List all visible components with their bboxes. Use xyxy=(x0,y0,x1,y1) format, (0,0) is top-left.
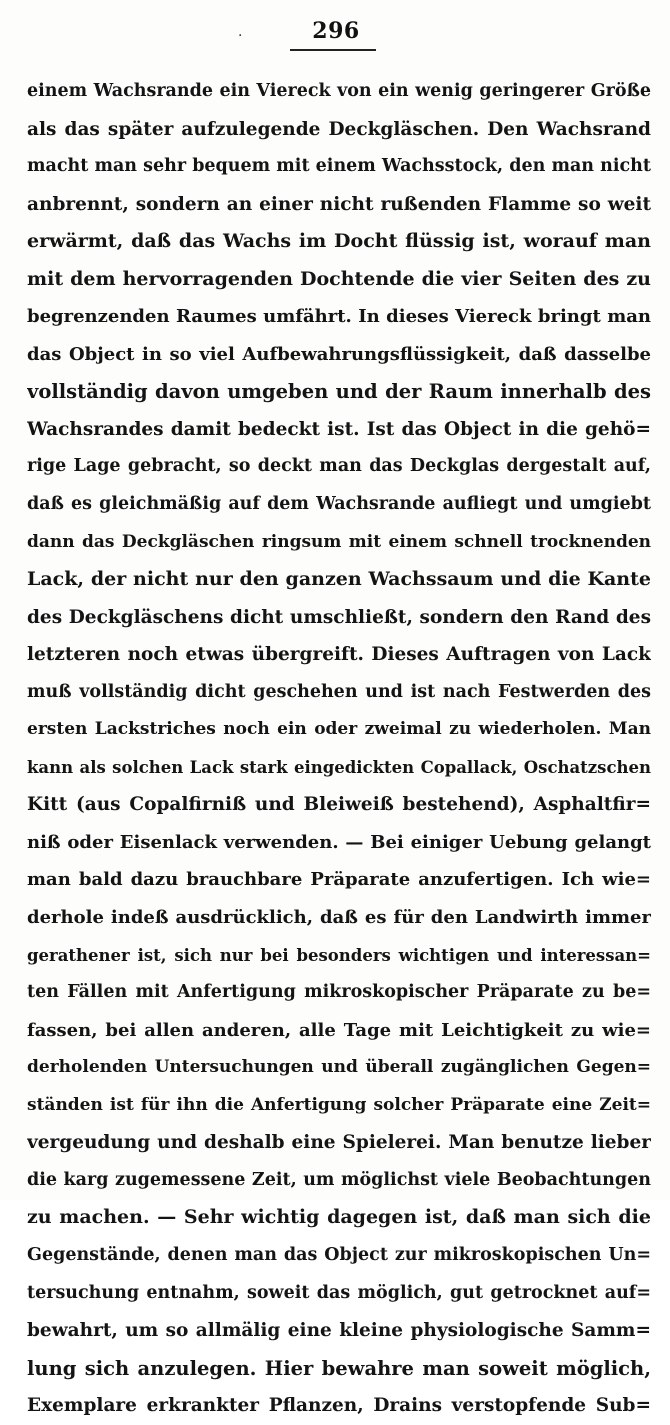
text-line: anbrennt, sondern an einer nicht rußenden Flamme so weit xyxy=(27,193,651,215)
header-rule xyxy=(290,49,376,51)
text-line: tersuchung entnahm, soweit das möglich, gut getrocknet auf= xyxy=(27,1282,651,1303)
text-line: begrenzenden Raumes umfährt. In dieses Viereck bringt man xyxy=(27,306,651,328)
text-line: muß vollständig dicht geschehen und ist nach Festwerden des xyxy=(27,681,651,702)
text-line: Lack, der nicht nur den ganzen Wachssaum und die Kante xyxy=(27,568,651,591)
text-line: ten Fällen mit Anfertigung mikroskopischer Präparate zu be= xyxy=(27,982,651,1003)
text-line: daß es gleichmäßig auf dem Wachsrande aufliegt und umgiebt xyxy=(27,494,651,515)
page-header xyxy=(0,14,670,54)
text-line: man bald dazu brauchbare Präparate anzufertigen. Ich wie= xyxy=(27,869,651,891)
text-line: ersten Lackstriches noch ein oder zweimal zu wiederholen. Man xyxy=(27,719,651,740)
text-line: vergeudung und deshalb eine Spielerei. Man benutze lieber xyxy=(27,1132,651,1154)
text-line: ständen ist für ihn die Anfertigung solcher Präparate eine Zeit= xyxy=(27,1094,651,1115)
header-mark: · xyxy=(238,28,243,44)
text-line: vollständig davon umgeben und der Raum innerhalb des xyxy=(27,380,651,404)
text-line: einem Wachsrande ein Viereck von ein wenig geringerer Größe xyxy=(27,81,651,101)
text-line: kann als solchen Lack stark eingedickten Copallack, Oschatzschen xyxy=(27,757,651,777)
text-line: mit dem hervorragenden Dochtende die vier Seiten des zu xyxy=(27,267,651,290)
text-line: die karg zugemessene Zeit, um möglichst viele Beobachtungen xyxy=(27,1169,651,1190)
text-line: erwärmt, daß das Wachs im Docht flüssig ist, worauf man xyxy=(27,230,651,253)
text-line: dann das Deckgläschen ringsum mit einem schnell trocknenden xyxy=(27,531,651,552)
text-line: fassen, bei allen anderen, alle Tage mit Leichtigkeit zu wie= xyxy=(27,1019,651,1041)
text-line: derholenden Untersuchungen und überall zugänglichen Gegen= xyxy=(27,1057,651,1078)
text-line: rige Lage gebracht, so deckt man das Deckglas dergestalt auf, xyxy=(27,456,651,477)
text-line: gerathener ist, sich nur bei besonders wichtigen und interessan= xyxy=(27,945,651,965)
text-line: Kitt (aus Copalfirniß und Bleiweiß bestehend), Asphaltfir= xyxy=(27,794,651,816)
text-line: derhole indeß ausdrücklich, daß es für den Landwirth immer xyxy=(27,907,651,929)
text-line: macht man sehr bequem mit einem Wachsstock, den man nicht xyxy=(27,156,651,177)
text-line: zu machen. — Sehr wichtig dagegen ist, daß man sich die xyxy=(27,1206,651,1229)
text-line: Gegenstände, denen man das Object zur mikroskopischen Un= xyxy=(27,1244,651,1265)
text-line: niß oder Eisenlack verwenden. — Bei einiger Uebung gelangt xyxy=(27,831,651,853)
text-line: des Deckgläschens dicht umschließt, sondern den Rand des xyxy=(27,606,651,628)
text-line: letzteren noch etwas übergreift. Dieses Auftragen von Lack xyxy=(27,644,651,666)
page-number: 296 xyxy=(312,18,360,44)
body-text xyxy=(27,73,651,1425)
text-line: bewahrt, um so allmälig eine kleine physiologische Samm= xyxy=(27,1320,651,1342)
text-line: Exemplare erkrankter Pflanzen, Drains verstopfende Sub= xyxy=(27,1395,651,1417)
text-line: als das später aufzulegende Deckgläschen. Den Wachsrand xyxy=(27,118,651,140)
text-line: lung sich anzulegen. Hier bewahre man soweit möglich, xyxy=(27,1356,651,1380)
text-line: das Object in so viel Aufbewahrungsflüssigkeit, daß dasselbe xyxy=(27,343,651,365)
text-line: Wachsrandes damit bedeckt ist. Ist das Object in die gehö= xyxy=(27,418,651,440)
